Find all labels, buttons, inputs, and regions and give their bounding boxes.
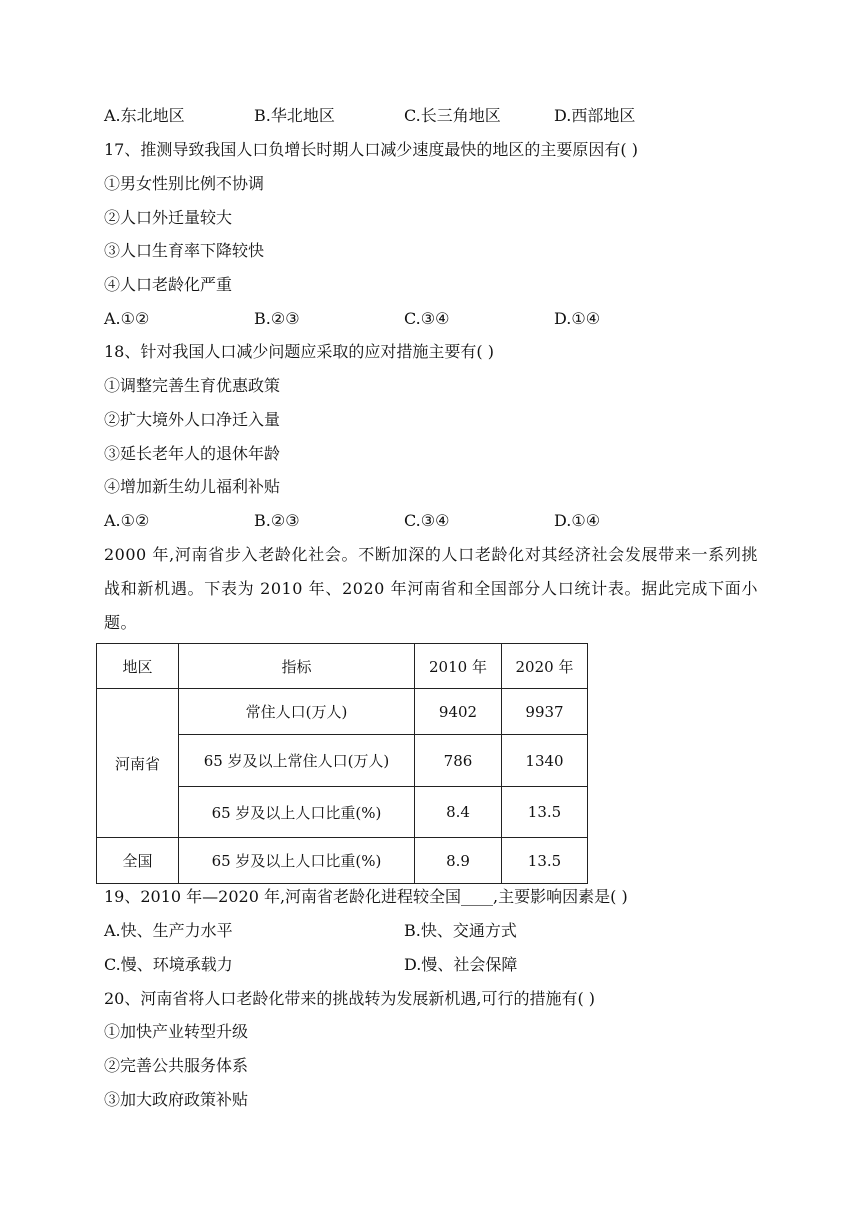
- header-2010: 2010 年: [415, 644, 502, 689]
- option-c: C.③④: [404, 309, 450, 328]
- q17-stem: 17、推测导致我国人口负增长时期人口减少速度最快的地区的主要原因有( ): [104, 140, 638, 159]
- q18-statement-1: ①调整完善生育优惠政策: [104, 376, 281, 395]
- table-row: [97, 689, 588, 735]
- table-header-row: [97, 644, 588, 689]
- q20-statement-1: ①加快产业转型升级: [104, 1022, 249, 1041]
- population-table: [96, 643, 588, 884]
- table-row: [97, 838, 588, 884]
- q18-statement-4: ④增加新生幼儿福利补贴: [104, 477, 281, 496]
- option-a: A.快、生产力水平: [104, 921, 233, 940]
- value-2010: 786: [415, 735, 502, 787]
- q18-stem: 18、针对我国人口减少问题应采取的应对措施主要有( ): [104, 342, 494, 361]
- q17-statement-3: ③人口生育率下降较快: [104, 241, 265, 260]
- option-d: D.①④: [554, 309, 601, 328]
- q18-statement-2: ②扩大境外人口净迁入量: [104, 410, 281, 429]
- option-d: D.慢、社会保障: [404, 955, 518, 974]
- header-region: 地区: [97, 644, 179, 689]
- q19-stem: 19、2010 年—2020 年,河南省老龄化进程较全国____,主要影响因素是( ): [104, 887, 628, 906]
- header-2020: 2020 年: [502, 644, 588, 689]
- option-d: D.①④: [554, 511, 601, 530]
- q20-statement-2: ②完善公共服务体系: [104, 1056, 249, 1075]
- option-d: D.西部地区: [554, 106, 636, 125]
- q18-statement-3: ③延长老年人的退休年龄: [104, 444, 281, 463]
- option-a: A.①②: [104, 309, 150, 328]
- passage: 2000 年,河南省步入老龄化社会。不断加深的人口老龄化对其经济社会发展带来一系列挑战和新机遇。下表为 2010 年、2020 年河南省和全国部分人口统计表。据此完成下面小题。: [104, 545, 758, 632]
- q18-options: [104, 511, 724, 531]
- header-indicator: 指标: [179, 644, 415, 689]
- q16-options: [104, 106, 724, 126]
- q17-statement-1: ①男女性别比例不协调: [104, 174, 265, 193]
- q20-statement-3: ③加大政府政策补贴: [104, 1090, 249, 1109]
- value-2010: 8.4: [415, 787, 502, 838]
- indicator-cell: 65 岁及以上人口比重(%): [179, 838, 415, 884]
- option-c: C.长三角地区: [404, 106, 501, 125]
- q17-statement-4: ④人口老龄化严重: [104, 275, 233, 294]
- indicator-cell: 65 岁及以上常住人口(万人): [179, 735, 415, 787]
- option-b: B.②③: [254, 309, 300, 328]
- q17-options: [104, 309, 724, 329]
- value-2020: 13.5: [502, 787, 588, 838]
- option-a: A.东北地区: [104, 106, 185, 125]
- value-2020: 1340: [502, 735, 588, 787]
- q20-stem: 20、河南省将人口老龄化带来的挑战转为发展新机遇,可行的措施有( ): [104, 989, 596, 1008]
- indicator-cell: 常住人口(万人): [179, 689, 415, 735]
- value-2010: 9402: [415, 689, 502, 735]
- indicator-cell: 65 岁及以上人口比重(%): [179, 787, 415, 838]
- value-2010: 8.9: [415, 838, 502, 884]
- option-b: B.快、交通方式: [404, 921, 517, 940]
- q17-statement-2: ②人口外迁量较大: [104, 208, 233, 227]
- option-a: A.①②: [104, 511, 150, 530]
- region-national: 全国: [97, 838, 179, 884]
- option-c: C.慢、环境承载力: [104, 955, 233, 974]
- option-b: B.华北地区: [254, 106, 335, 125]
- q19-options-row-1: [104, 921, 724, 941]
- value-2020: 13.5: [502, 838, 588, 884]
- value-2020: 9937: [502, 689, 588, 735]
- q19-options-row-2: [104, 955, 724, 975]
- option-c: C.③④: [404, 511, 450, 530]
- option-b: B.②③: [254, 511, 300, 530]
- region-henan: 河南省: [97, 689, 179, 838]
